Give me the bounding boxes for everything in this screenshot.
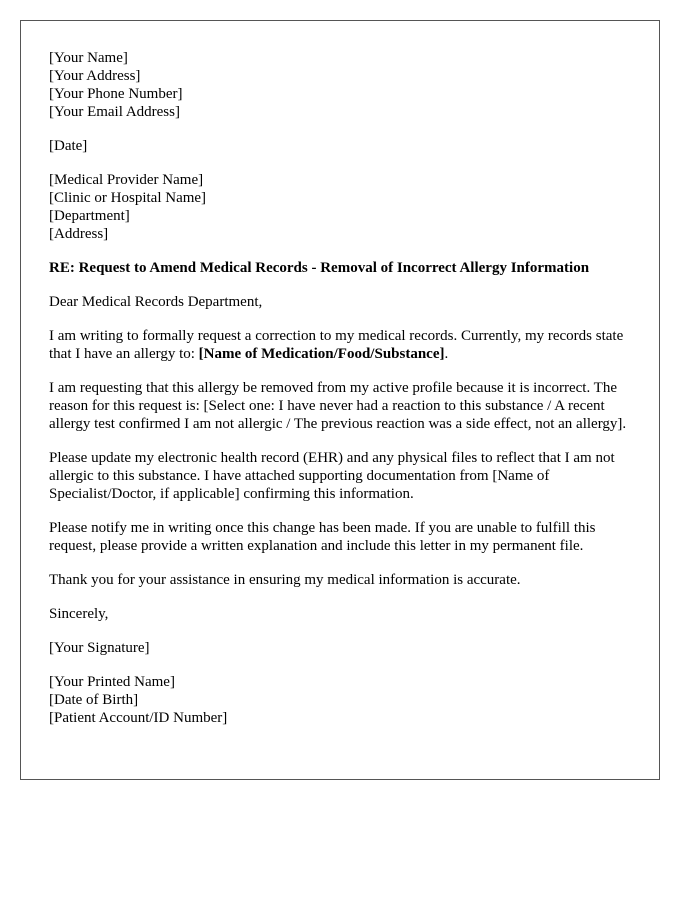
recipient-address: [Address] bbox=[49, 226, 109, 242]
salutation: Dear Medical Records Department, bbox=[49, 294, 263, 310]
date-block bbox=[49, 137, 639, 155]
sender-email: [Your Email Address] bbox=[49, 104, 180, 120]
letter-content bbox=[49, 49, 639, 743]
paragraph-update-request: Please update my electronic health record (EHR) and any physical files to reflect that I am not allergic to this substance. I have attached supporting documentation from [Name of Specialist/Doctor, if applicable] confirming this information. bbox=[49, 450, 615, 502]
recipient-clinic-name: [Clinic or Hospital Name] bbox=[49, 190, 207, 206]
closing: Sincerely, bbox=[49, 606, 109, 622]
paragraph-allergy-statement bbox=[49, 327, 639, 363]
sender-address: [Your Address] bbox=[49, 68, 141, 84]
recipient-department: [Department] bbox=[49, 208, 130, 224]
paragraph-thanks: Thank you for your assistance in ensuring my medical information is accurate. bbox=[49, 572, 521, 588]
patient-account-id: [Patient Account/ID Number] bbox=[49, 710, 228, 726]
paragraph-notification-request: Please notify me in writing once this change has been made. If you are unable to fulfill this request, please provide a written explanation and include this letter in my permanent file. bbox=[49, 520, 596, 554]
allergy-substance-placeholder: [Name of Medication/Food/Substance] bbox=[198, 346, 445, 362]
footer-block bbox=[49, 673, 639, 727]
sender-block bbox=[49, 49, 639, 121]
recipient-provider-name: [Medical Provider Name] bbox=[49, 172, 204, 188]
letter-date: [Date] bbox=[49, 138, 88, 154]
paragraph-removal-reason: I am requesting that this allergy be removed from my active profile because it is incorrect. The reason for this request is: [Select one: I have never had a reaction to this substance / A recent allergy test confirmed I am not allergic / The previous reaction was a side effect, not an allergy]. bbox=[49, 380, 627, 432]
paragraph-allergy-end: . bbox=[444, 346, 449, 362]
date-of-birth: [Date of Birth] bbox=[49, 692, 139, 708]
sender-name: [Your Name] bbox=[49, 50, 128, 66]
signature: [Your Signature] bbox=[49, 640, 150, 656]
sender-phone: [Your Phone Number] bbox=[49, 86, 183, 102]
letter-page bbox=[20, 20, 660, 780]
printed-name: [Your Printed Name] bbox=[49, 674, 175, 690]
paragraph-allergy-text: I am writing to formally request a correction to my medical records. Currently, my records state that I have an allergy to: bbox=[49, 328, 624, 362]
recipient-block bbox=[49, 171, 639, 243]
subject-line: RE: Request to Amend Medical Records - Removal of Incorrect Allergy Information bbox=[49, 260, 590, 276]
